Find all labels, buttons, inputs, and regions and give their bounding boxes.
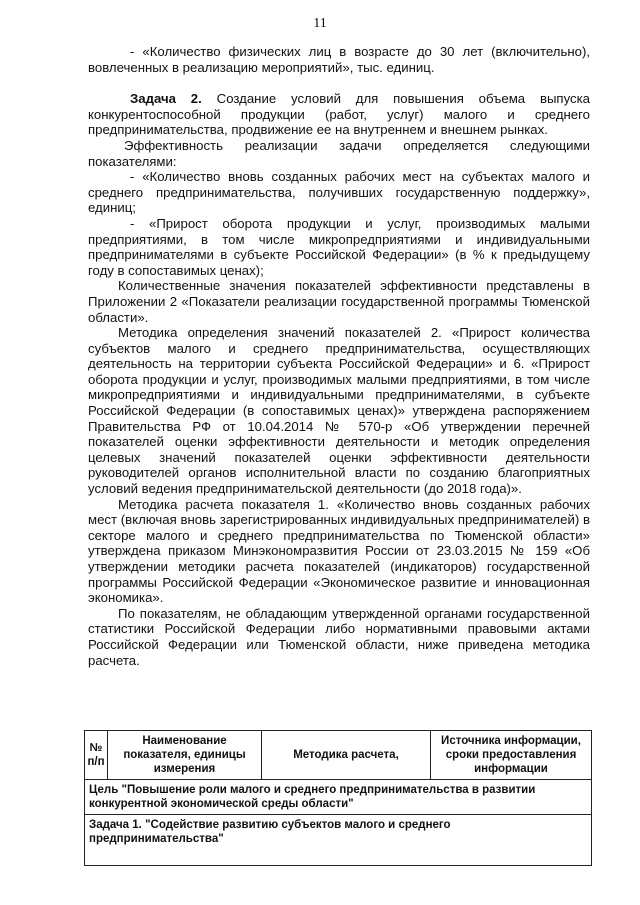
header-name: Наименование показателя, единицы измерения xyxy=(108,731,262,780)
paragraph-indicator-youth: - «Количество физических лиц в возрасте до 30 лет (включительно), вовлеченных в реализацию мероприятий», тыс. единиц. xyxy=(88,44,590,75)
header-num: № п/п xyxy=(85,731,108,780)
header-source: Источника информации, сроки предоставления информации xyxy=(431,731,592,780)
methodology-table xyxy=(84,730,592,866)
table-header-row xyxy=(85,731,592,780)
paragraph-methodology-1: Методика расчета показателя 1. «Количество вновь созданных рабочих мест (включая вновь зарегистрированных индивидуальных предпринимателей) в секторе малого и среднего предпринимательства по Тюменской области» утверждена приказом Минэкономразвития России от 23.03.2015 № 159 «Об утверждении методики расчета показателей (индикаторов) государственной программы Российской Федерации «Экономическое развитие и инновационная экономика». xyxy=(88,496,590,606)
paragraph-methodology-2-6: Методика определения значений показателей 2. «Прирост количества субъектов малого и среднего предпринимательства, осуществляющих деятельность на территории субъекта Российской Федерации» и 6. «Прирост оборота продукции и услуг, производимых малыми предприятиями, в том числе микропредприятиями и индивидуальными предпринимателями, в субъекте Российской Федерации (в сопоставимых ценах)» утверждена распоряжением Правительства РФ от 10.04.2014 № 570-р «Об утверждении перечней показателей оценки эффективности деятельности и методик определения целевых значений показателей оценки эффективности деятельности руководителей органов исполнительной власти по созданию благоприятных условий ведения предпринимательской деятельности (до 2018 года)». xyxy=(88,325,590,497)
paragraph-efficiency: Эффективность реализации задачи определяется следующими показателями: xyxy=(88,137,590,169)
paragraph-task-2 xyxy=(88,91,590,138)
paragraph-appendix-2: Количественные значения показателей эффективности представлены в Приложении 2 «Показатели реализации государственной программы Тюменской области». xyxy=(88,278,590,325)
header-method: Методика расчета, xyxy=(262,731,431,780)
page-number: 11 xyxy=(313,16,327,31)
paragraph-indicator-jobs: - «Количество вновь созданных рабочих мест на субъектах малого и среднего предпринимательства, получивших государственную поддержку», единиц; xyxy=(88,169,590,216)
document-body xyxy=(88,44,590,668)
goal-cell: Цель "Повышение роли малого и среднего предпринимательства в развитии конкурентной экономической среды области" xyxy=(85,780,592,815)
task-2-heading: Задача 2. xyxy=(130,91,202,107)
task-1-cell: Задача 1. "Содействие развитию субъектов малого и среднего предпринимательства" xyxy=(85,815,592,866)
table-row-goal xyxy=(85,780,592,815)
table-row-task-1 xyxy=(85,815,592,866)
paragraph-indicator-turnover: - «Прирост оборота продукции и услуг, производимых малыми предприятиями, в том числе микропредприятиями и индивидуальными предпринимателями в субъекте Российской Федерации» (в % к предыдущему году в сопоставимых ценах); xyxy=(88,215,590,278)
paragraph-calculation-note: По показателям, не обладающим утвержденной органами государственной статистики Российской Федерации либо нормативными правовыми актами Российской Федерации или Тюменской области, ниже приведена методика расчета. xyxy=(88,605,590,668)
task-2-text: Создание условий для повышения объема выпуска конкурентоспособной продукции (работ, услуг) малого и среднего предпринимательства, продвижение ее на внутреннем и внешнем рынках. xyxy=(88,91,591,138)
